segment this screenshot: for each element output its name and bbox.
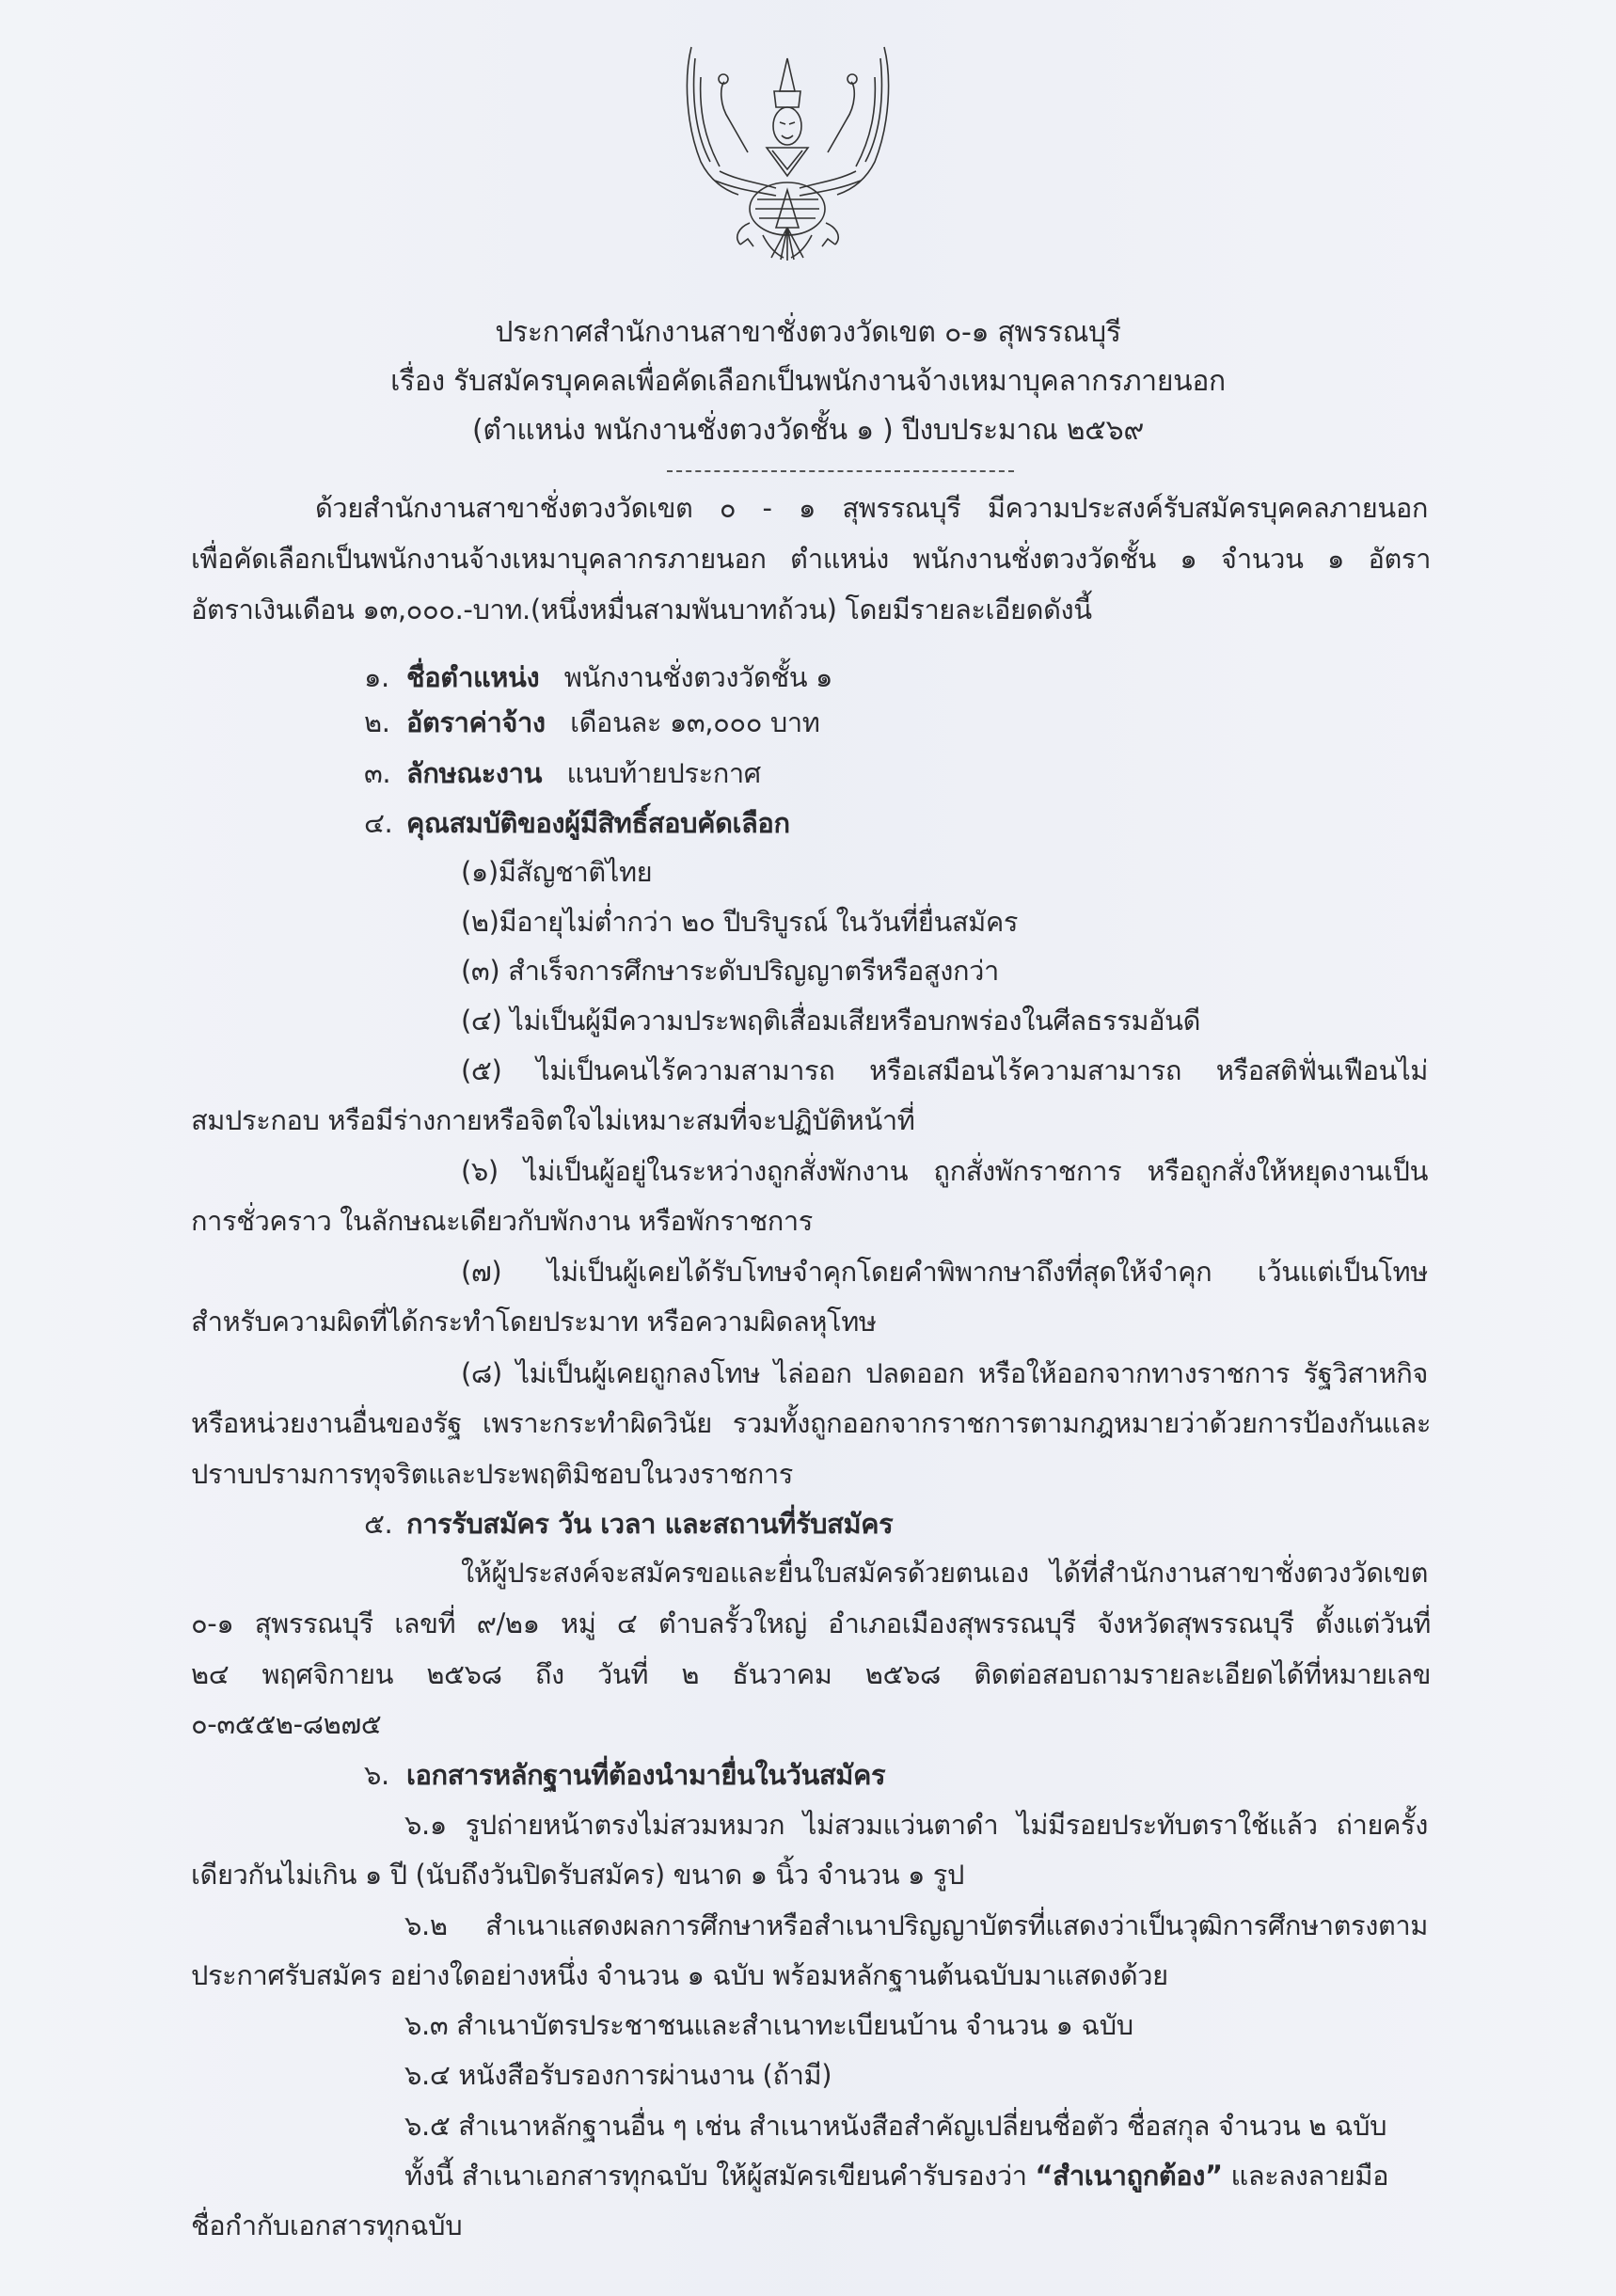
section-value: เดือนละ ๑๓,๐๐๐ บาท (570, 706, 820, 738)
certification-note-line-2: ชื่อกำกับเอกสารทุกฉบับ (191, 2209, 463, 2241)
qualification-item-5-line-1: (๕) ไม่เป็นคนไร้ความสามารถ หรือเสมือนไร้ความสามารถ หรือสติฟั่นเฟือนไม่ (461, 1054, 1428, 1086)
garuda-emblem-icon (682, 40, 894, 261)
section-label: เอกสารหลักฐานที่ต้องนำมายื่นในวันสมัคร (406, 1759, 886, 1791)
title-divider (667, 470, 1014, 472)
section-value: แนบท้ายประกาศ (566, 757, 761, 789)
note-text: ทั้งนี้ สำเนาเอกสารทุกฉบับ ให้ผู้สมัครเขียนคำรับรองว่า (404, 2160, 1036, 2192)
qualification-item-4: (๔) ไม่เป็นผู้มีความประพฤติเสื่อมเสียหรือบกพร่องในศีลธรรมอันดี (461, 1005, 1201, 1037)
certification-note-line-1 (404, 2157, 1388, 2194)
section-number: ๕. (364, 1508, 393, 1540)
section-2 (364, 704, 819, 741)
document-item-2-line-2: ประกาศรับสมัคร อย่างใดอย่างหนึ่ง จำนวน ๑ ฉบับ พร้อมหลักฐานต้นฉบับมาแสดงด้วย (191, 1959, 1168, 1991)
intro-line-1: ด้วยสำนักงานสาขาชั่งตวงวัดเขต ๐ - ๑ สุพรรณบุรี มีความประสงค์รับสมัครบุคคลภายนอก (315, 492, 1428, 524)
note-text-end: และลงลายมือ (1222, 2160, 1389, 2192)
section-5-heading (364, 1505, 893, 1543)
section-label: การรับสมัคร วัน เวลา และสถานที่รับสมัคร (406, 1508, 894, 1540)
section-3 (364, 754, 761, 792)
qualification-item-3: (๓) สำเร็จการศึกษาระดับปริญญาตรีหรือสูงกว่า (461, 955, 999, 987)
intro-line-3: อัตราเงินเดือน ๑๓,๐๐๐.-บาท.(หนึ่งหมื่นสามพันบาทถ้วน) โดยมีรายละเอียดดังนี้ (191, 594, 1092, 625)
note-emphasis: “สำเนาถูกต้อง” (1035, 2160, 1223, 2192)
qualification-item-7-line-2: สำหรับความผิดที่ได้กระทำโดยประมาท หรือความผิดลหุโทษ (191, 1306, 877, 1338)
qualification-item-8-line-1: (๘) ไม่เป็นผู้เคยถูกลงโทษ ไล่ออก ปลดออก หรือให้ออกจากทางราชการ รัฐวิสาหกิจ (461, 1357, 1428, 1389)
document-item-3: ๖.๓ สำเนาบัตรประชาชนและสำเนาทะเบียนบ้าน จำนวน ๑ ฉบับ (404, 2009, 1133, 2041)
qualification-item-6-line-1: (๖) ไม่เป็นผู้อยู่ในระหว่างถูกสั่งพักงาน ถูกสั่งพักราชการ หรือถูกสั่งให้หยุดงานเป็น (461, 1155, 1428, 1187)
qualification-item-6-line-2: การชั่วคราว ในลักษณะเดียวกับพักงาน หรือพักราชการ (191, 1205, 813, 1237)
section-number: ๓. (364, 757, 391, 789)
section-number: ๔. (364, 807, 393, 839)
document-item-2-line-1: ๖.๒ สำเนาแสดงผลการศึกษาหรือสำเนาปริญญาบัตรที่แสดงว่าเป็นวุฒิการศึกษาตรงตาม (404, 1909, 1428, 1941)
announcement-title (188, 309, 1428, 455)
intro-line-2: เพื่อคัดเลือกเป็นพนักงานจ้างเหมาบุคลากรภายนอก ตำแหน่ง พนักงานชั่งตวงวัดชั้น ๑ จำนวน ๑ อัตรา (191, 543, 1431, 575)
section-number: ๖. (364, 1759, 389, 1791)
document-item-1-line-1: ๖.๑ รูปถ่ายหน้าตรงไม่สวมหมวก ไม่สวมแว่นตาดำ ไม่มีรอยประทับตราใช้แล้ว ถ่ายครั้ง (404, 1809, 1428, 1841)
section-6-heading (364, 1756, 885, 1794)
qualification-item-7-line-1: (๗) ไม่เป็นผู้เคยได้รับโทษจำคุกโดยคำพิพากษาถึงที่สุดให้จำคุก เว้นแต่เป็นโทษ (461, 1256, 1428, 1288)
document-item-5: ๖.๕ สำเนาหลักฐานอื่น ๆ เช่น สำเนาหนังสือสำคัญเปลี่ยนชื่อตัว ชื่อสกุล จำนวน ๒ ฉบับ (404, 2110, 1387, 2142)
section-value: พนักงานชั่งตวงวัดชั้น ๑ (563, 661, 833, 693)
section-4-heading (364, 804, 790, 842)
qualification-item-8-line-2: หรือหน่วยงานอื่นของรัฐ เพราะกระทำผิดวินัย รวมทั้งถูกออกจากราชการตามกฎหมายว่าด้วยการป้องกันและ (191, 1407, 1431, 1439)
qualification-item-5-line-2: สมประกอบ หรือมีร่างกายหรือจิตใจไม่เหมาะสมที่จะปฏิบัติหน้าที่ (191, 1104, 915, 1136)
section-1 (364, 658, 832, 696)
title-line-subject: เรื่อง รับสมัครบุคคลเพื่อคัดเลือกเป็นพนักงานจ้างเหมาบุคลากรภายนอก (390, 365, 1226, 398)
qualification-item-2: (๒)มีอายุไม่ต่ำกว่า ๒๐ ปีบริบูรณ์ ในวันที่ยื่นสมัคร (461, 906, 1019, 938)
title-line-office: ประกาศสำนักงานสาขาชั่งตวงวัดเขต ๐-๑ สุพรรณบุรี (495, 316, 1121, 349)
application-line-3: ๒๔ พฤศจิกายน ๒๕๖๘ ถึง วันที่ ๒ ธันวาคม ๒๕๖๘ ติดต่อสอบถามรายละเอียดได้ที่หมายเลข (191, 1658, 1431, 1690)
section-label: ชื่อตำแหน่ง (406, 661, 540, 693)
qualification-item-8-line-3: ปราบปรามการทุจริตและประพฤติมิชอบในวงราชการ (191, 1458, 793, 1490)
section-label: คุณสมบัติของผู้มีสิทธิ์สอบคัดเลือก (406, 807, 790, 839)
qualification-item-1: (๑)มีสัญชาติไทย (461, 856, 653, 888)
application-line-1: ให้ผู้ประสงค์จะสมัครขอและยื่นใบสมัครด้วยตนเอง ได้ที่สำนักงานสาขาชั่งตวงวัดเขต (461, 1557, 1428, 1589)
document-item-1-line-2: เดียวกันไม่เกิน ๑ ปี (นับถึงวันปิดรับสมัคร) ขนาด ๑ นิ้ว จำนวน ๑ รูป (191, 1859, 964, 1891)
section-label: ลักษณะงาน (406, 757, 542, 789)
title-line-position: (ตำแหน่ง พนักงานชั่งตวงวัดชั้น ๑ ) ปีงบประมาณ ๒๕๖๙ (471, 414, 1144, 447)
section-label: อัตราค่าจ้าง (406, 706, 546, 738)
section-number: ๑. (364, 661, 389, 693)
section-number: ๒. (364, 706, 390, 738)
application-line-2: ๐-๑ สุพรรณบุรี เลขที่ ๙/๒๑ หมู่ ๔ ตำบลรั้วใหญ่ อำเภอเมืองสุพรรณบุรี จังหวัดสุพรรณบุรี ตั้งแต่วันที่ (191, 1607, 1431, 1639)
contact-phone: ๐-๓๕๕๒-๘๒๗๕ (191, 1708, 382, 1740)
document-item-4: ๖.๔ หนังสือรับรองการผ่านงาน (ถ้ามี) (404, 2059, 832, 2091)
